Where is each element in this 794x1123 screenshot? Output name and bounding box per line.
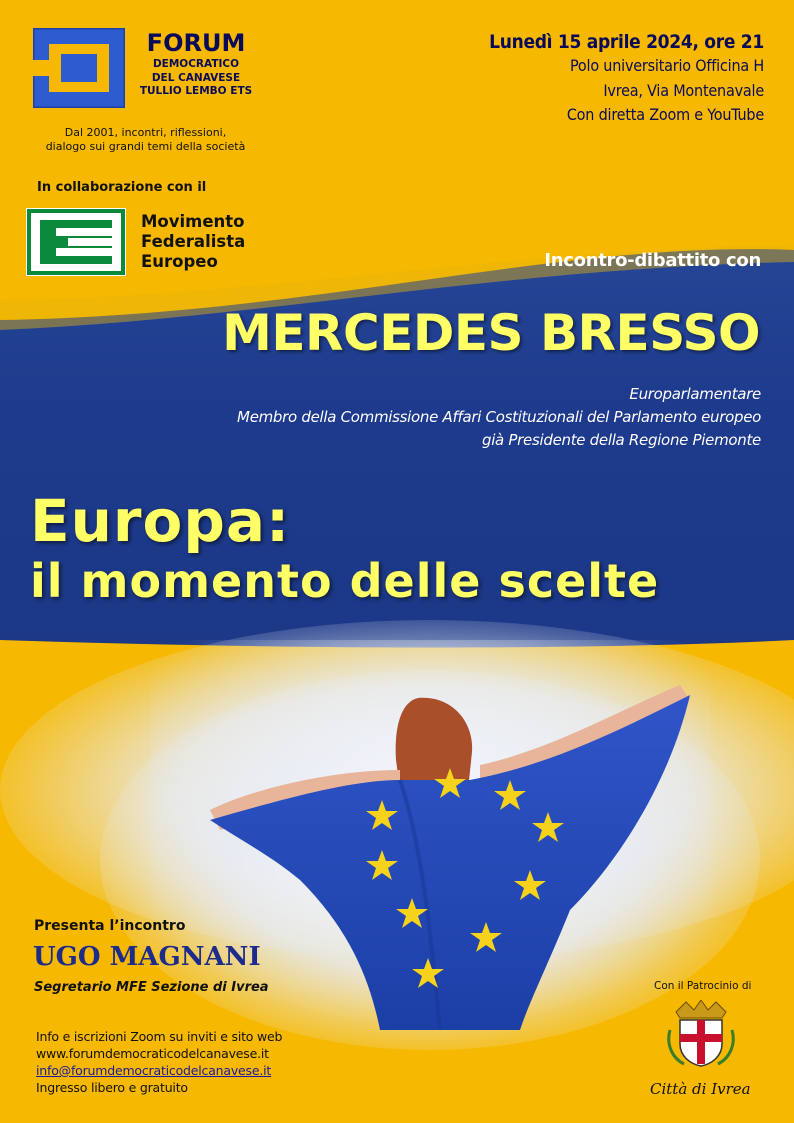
city-name: Città di Ivrea <box>650 1080 751 1098</box>
ivrea-crest-icon <box>666 1000 736 1068</box>
event-info <box>489 30 764 128</box>
speaker-roles <box>237 383 761 452</box>
headline-line-1: Europa: <box>30 487 291 555</box>
forum-subtitle-line-1: DEMOCRATICO <box>152 58 240 70</box>
presenter-name: UGO MAGNANI <box>33 942 261 972</box>
presenter-role: Segretario MFE Sezione di Ivrea <box>34 980 269 995</box>
headline-line-2: il momento delle scelte <box>30 554 660 608</box>
speaker-role-2: Membro della Commissione Affari Costituzionali del Parlamento europeo <box>237 408 761 426</box>
mfe-name-line-1: Movimento <box>141 212 245 231</box>
event-date: Lunedì 15 aprile 2024, ore 21 <box>489 31 764 53</box>
forum-tagline-line-1: Dal 2001, incontri, riflessioni, <box>64 126 227 139</box>
presenter-label: Presenta l’incontro <box>34 918 186 934</box>
headline <box>30 488 659 608</box>
mfe-name <box>141 212 245 272</box>
speaker-intro: Incontro-dibattito con <box>544 250 761 271</box>
contacts-line-1: Info e iscrizioni Zoom su inviti e sito web <box>36 1029 283 1044</box>
mfe-name-line-2: Federalista <box>141 232 246 251</box>
forum-tagline <box>28 126 263 154</box>
contacts-line-4: Ingresso libero e gratuito <box>36 1080 188 1095</box>
contacts <box>36 1028 282 1096</box>
patronage-label: Con il Patrocinio di <box>654 980 752 992</box>
forum-logo-icon <box>33 28 125 108</box>
event-streaming: Con diretta Zoom e YouTube <box>566 105 764 124</box>
forum-subtitle-line-2: DEL CANAVESE <box>151 71 241 84</box>
collaboration-label: In collaborazione con il <box>37 180 207 195</box>
forum-subtitle <box>132 58 260 99</box>
mfe-logo-icon <box>26 208 126 276</box>
email-link[interactable]: info@forumdemocraticodelcanavese.it <box>36 1063 272 1078</box>
speaker-role-1: Europarlamentare <box>629 385 761 403</box>
forum-subtitle-line-3: TULLIO LEMBO ETS <box>139 85 253 97</box>
mfe-name-line-3: Europeo <box>141 252 218 271</box>
event-address: Ivrea, Via Montenavale <box>603 80 764 100</box>
forum-tagline-line-2: dialogo sui grandi temi della società <box>45 140 246 153</box>
speaker-name: MERCEDES BRESSO <box>222 304 760 362</box>
event-venue: Polo universitario Officina H <box>570 56 764 75</box>
speaker-role-3: già Presidente della Regione Piemonte <box>481 431 761 449</box>
forum-title: FORUM <box>146 29 246 57</box>
website-link[interactable]: www.forumdemocraticodelcanavese.it <box>36 1046 269 1061</box>
